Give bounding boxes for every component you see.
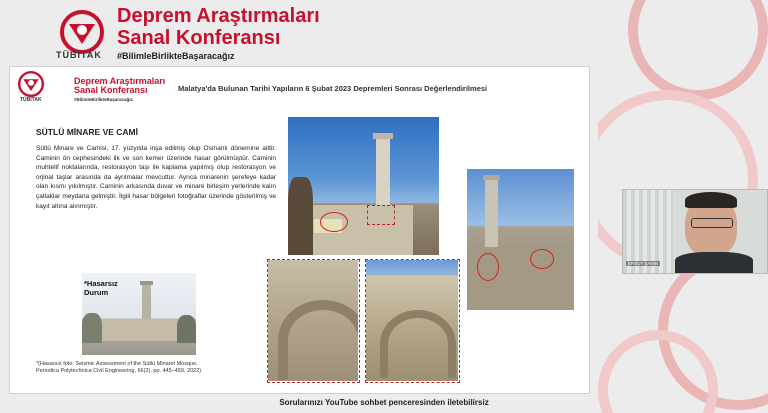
slide-conference-title: Deprem Araştırmaları Sanal Konferansı [74, 76, 166, 95]
minaret-front-photo [288, 117, 439, 255]
footer-notice: Sorularınızı YouTube sohbet penceresinden iletebilirsiz [279, 398, 489, 407]
section-title: SÜTLÜ MİNARE VE CAMİ [36, 127, 138, 137]
slide-hashtag: #BilimleBirlikteBaşaracağız [74, 97, 133, 102]
damage-marker [530, 249, 554, 269]
damage-highlight [367, 205, 395, 225]
section-paragraph: Sütlü Minare ve Camisi, 17. yüzyılda inşa edilmiş olup Osmanlı dönemine aittir. Caminin ön cephesindeki ilk ve son kemer üzerinde hasar görülmüştür. Caminin muhtelif noktalarında, restorasyon taşı ile kaplama yapılmış olup restorasyon ve orjinal taşlar arasında da ayrılmalar mevcuttur. Ayrıca minarenin şerefeye kadar olan kısmı yıkılmıştır. Caminin arkasında duvar ve minare birleşim yerlerinde kalın çatlaklar meydana gelmiştir. İlgili hasar bölgeleri fotoğraflar üzerinde gösterilmiş ve kayıt altına alınmıştır. [36, 145, 276, 210]
presenter-video [622, 189, 768, 274]
slide-subtitle: Malatya'da Bulunan Tarihi Yapıların 6 Şubat 2023 Depremleri Sonrası Değerlendirilmesi [178, 84, 488, 93]
conference-title: Deprem Araştırmaları Sanal Konferansı [117, 5, 320, 49]
slide-tubitak-logo [18, 71, 44, 97]
presentation-slide [9, 66, 590, 394]
minaret-rear-photo [467, 169, 574, 310]
closeup-frame [365, 259, 460, 383]
org-name: TÜBİTAK [56, 50, 102, 60]
photo-source-caption: *(Hasarsız foto: Seismic Assessment of the Sütlü Minaret Mosque, Periodica Polytechnica Civil Engineering, 66(2), pp. 445–459, 2022) [36, 361, 202, 374]
slide-org-name: TÜBİTAK [20, 97, 42, 103]
damage-marker [320, 212, 348, 232]
participant-name: ERSUT ŞAHIN [628, 261, 659, 266]
undamaged-label: *Hasarsız Durum [84, 279, 118, 297]
tubitak-logo [60, 10, 104, 54]
conference-hashtag: #BilimleBirlikteBaşaracağız [117, 51, 235, 61]
damage-marker [477, 253, 499, 281]
